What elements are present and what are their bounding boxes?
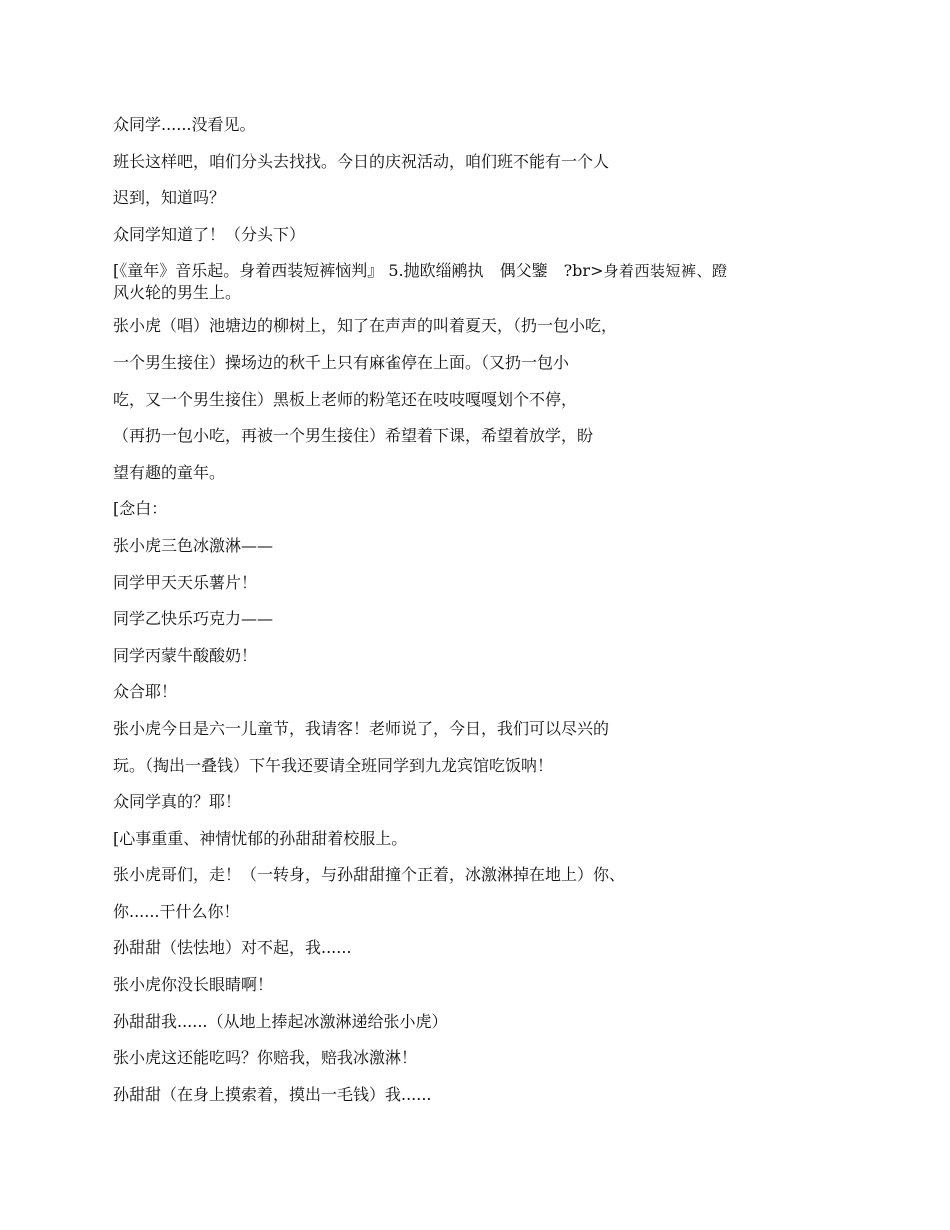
text-line: 众合耶！ (113, 682, 178, 702)
text-line: 迟到，知道吗？ (113, 188, 226, 208)
text-line: 望有趣的童年。 (113, 462, 226, 482)
text-line: [念白： (113, 499, 168, 519)
text-line: 班长这样吧，咱们分头去找找。今日的庆祝活动，咱们班不能有一个人 (113, 151, 610, 171)
text-line: 张小虎三色冰激淋—— (113, 535, 274, 555)
text-line: 吃，又一个男生接住）黑板上老师的粉笔还在吱吱嘎嘎划个不停， (113, 389, 578, 409)
text-line: 你......干什么你！ (113, 901, 240, 921)
text-line: 玩。（掏出一叠钱）下午我还要请全班同学到九龙宾馆吃饭呐！ (113, 755, 554, 775)
text-line: 孙甜甜（怯怯地）对不起，我...... (113, 938, 352, 958)
text-line: 张小虎这还能吃吗？你赔我，赔我冰激淋！ (113, 1048, 418, 1068)
script-text (113, 111, 843, 1117)
text-line: 张小虎哥们，走！（一转身，与孙甜甜撞个正着，冰激淋掉在地上）你、 (113, 865, 626, 885)
text-line: 张小虎你没长眼睛啊！ (113, 975, 274, 995)
stage-direction-garbled: [《童年》音乐起。身着西装短裤恼判』 5.抛欧缁鹇执 偶父鑒 ?br> (113, 261, 604, 281)
text-line: 众同学真的？耶！ (113, 792, 242, 812)
text-line: 张小虎今日是六一儿童节，我请客！老师说了，今日，我们可以尽兴的 (113, 718, 610, 738)
stage-direction-costume: 身着西装短裤、蹬 (603, 262, 728, 281)
text-line: 一个男生接住）操场边的秋千上只有麻雀停在上面。（又扔一包小 (113, 352, 570, 372)
text-line: 张小虎（唱）池塘边的柳树上，知了在声声的叫着夏天，（扔一包小吃， (113, 316, 618, 336)
text-line: 孙甜甜（在身上摸索着，摸出一毛钱）我...... (113, 1084, 432, 1104)
text-line: [心事重重、神情忧郁的孙甜甜着校服上。 (113, 828, 408, 848)
text-line: 同学丙蒙牛酸酸奶！ (113, 645, 258, 665)
stage-direction-end: 风火轮的男生上。 (113, 283, 242, 303)
text-line: 同学甲天天乐薯片！ (113, 572, 258, 592)
text-line: 同学乙快乐巧克力—— (113, 609, 274, 629)
text-line: （再扔一包小吃，再被一个男生接住）希望着下课，希望着放学，盼 (113, 426, 594, 446)
text-line: 众同学知道了！（分头下） (113, 224, 306, 244)
text-line: 孙甜甜我......（从地上捧起冰激淋递给张小虎） (113, 1011, 448, 1031)
text-line: 众同学......没看见。 (113, 115, 256, 134)
stage-direction (113, 257, 843, 312)
